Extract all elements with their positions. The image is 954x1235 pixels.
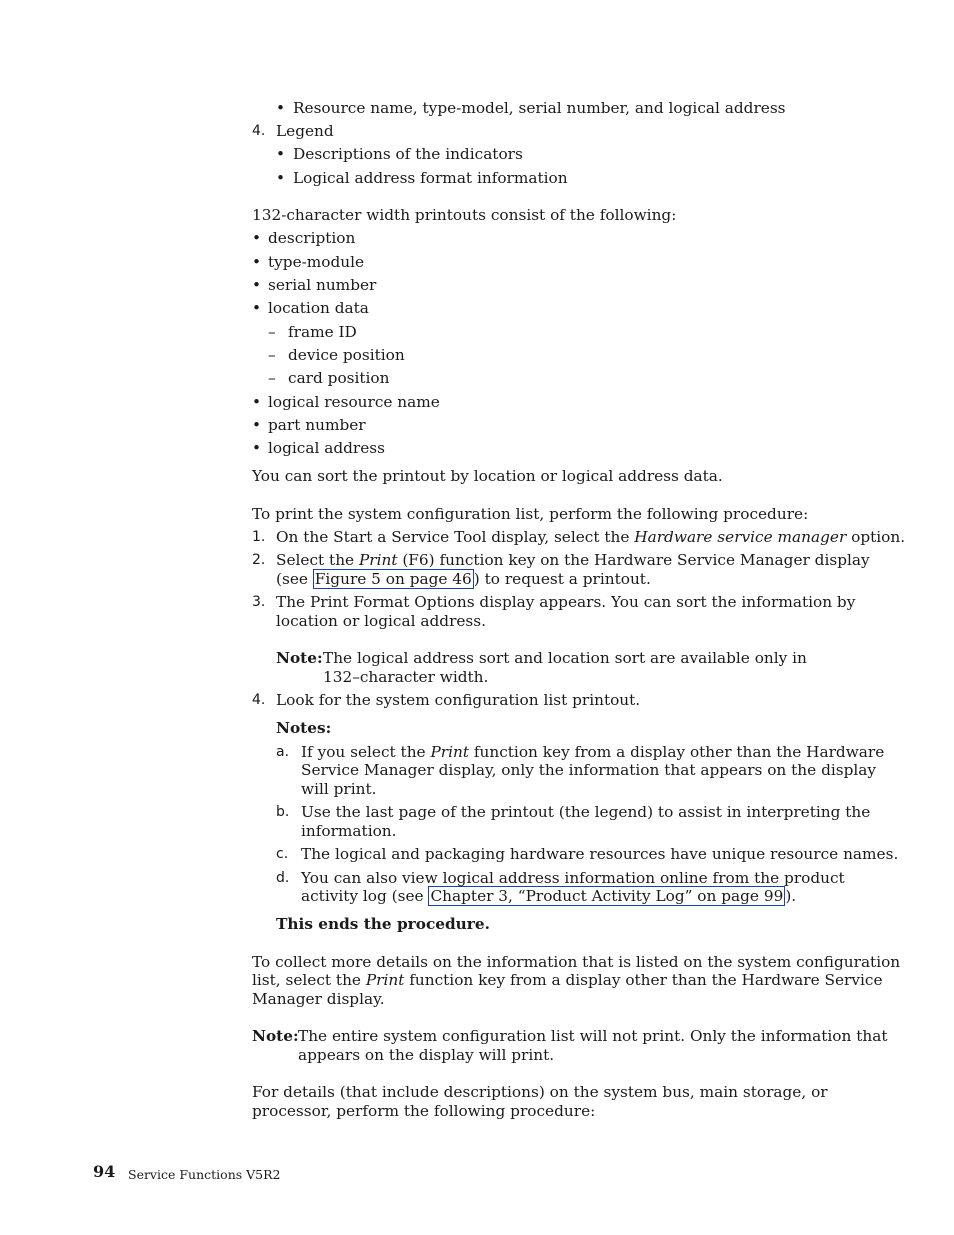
bullet: • [252,253,262,271]
note-text: The logical address sort and location sort are available only in [323,649,807,667]
details-paragraph-line3: Manager display. [252,990,385,1008]
note-b-text: Use the last page of the printout (the legend) to assist in interpreting the [301,803,871,821]
printout-bullet: logical resource name [268,393,440,411]
procedure-intro: To print the system configuration list, perform the following procedure: [252,505,809,523]
step-number: 4. [252,692,266,708]
printout-bullet: serial number [268,276,377,294]
procedure-end: This ends the procedure. [276,915,490,933]
step-4-text: Look for the system configuration list printout. [276,691,641,709]
sub-item-letter: c. [276,846,289,862]
final-paragraph: For details (that include descriptions) on the system bus, main storage, or [252,1083,828,1101]
note-d-line2: activity log (see Chapter 3, “Product Activity Log” on page 99 ). [301,887,797,905]
step-2-text: Select the Print (F6) function key on the Hardware Service Manager display [276,551,870,569]
note-c-text: The logical and packaging hardware resources have unique resource names. [301,845,899,863]
sub-item-letter: a. [276,744,290,760]
details-paragraph: To collect more details on the information that is listed on the system configuration [252,953,901,971]
bullet: • [252,229,262,247]
legend-item-label: Legend [276,122,334,140]
note-b-line2: information. [301,822,397,840]
note-a-line2: Service Manager display, only the information that appears on the display [301,761,877,779]
note-text: The entire system configuration list will not print. Only the information that [298,1027,888,1045]
sub-item-letter: b. [276,804,290,820]
legend-bullet-text: Logical address format information [293,169,568,187]
footer-title: Service Functions V5R2 [128,1167,281,1182]
page-number: 94 [93,1162,116,1181]
bullet: • [252,393,262,411]
dash: – [268,323,276,341]
step-1-text: On the Start a Service Tool display, select the Hardware service manager option. [276,528,906,546]
location-sub-item: card position [288,369,390,387]
item-number: 4. [252,123,266,139]
sub-item-letter: d. [276,870,290,886]
notes-label: Notes: [276,719,332,737]
bullet: • [276,145,286,163]
chapter-3-link[interactable]: Chapter 3, “Product Activity Log” on page 99 [430,887,784,905]
resource-bullet-text: Resource name, type-model, serial number, and logical address [293,99,786,117]
printout-bullet: description [268,229,356,247]
details-paragraph-line2: list, select the Print function key from a display other than the Hardware Service [252,971,883,989]
figure-5-link[interactable]: Figure 5 on page 46 [314,570,472,588]
bullet: • [252,416,262,434]
printout-bullet: type-module [268,253,365,271]
note-text-line2: 132–character width. [323,668,489,686]
location-sub-item: frame ID [288,323,357,341]
note-label: Note: [252,1027,299,1045]
step-number: 3. [252,594,266,610]
step-3-text-line2: location or logical address. [276,612,486,630]
sort-note: You can sort the printout by location or logical address data. [252,467,723,485]
final-paragraph-line2: processor, perform the following procedure: [252,1102,596,1120]
note-a-text: If you select the Print function key from a display other than the Hardware [301,743,885,761]
note-a-line3: will print. [301,780,377,798]
step-number: 1. [252,529,266,545]
step-3-text: The Print Format Options display appears. You can sort the information by [276,593,856,611]
note-d-text: You can also view logical address information online from the product [301,869,845,887]
location-sub-item: device position [288,346,405,364]
bullet: • [252,299,262,317]
bullet: • [276,169,286,187]
printout-bullet: part number [268,416,366,434]
printout-intro: 132-character width printouts consist of the following: [252,206,677,224]
legend-bullet-text: Descriptions of the indicators [293,145,523,163]
step-2-text-line2: (see Figure 5 on page 46 ) to request a printout. [276,570,651,588]
note-text-line2: appears on the display will print. [298,1046,555,1064]
printout-bullet: logical address [268,439,385,457]
printout-bullet: location data [268,299,369,317]
bullet: • [276,99,286,117]
dash: – [268,346,276,364]
bullet: • [252,276,262,294]
note-label: Note: [276,649,323,667]
bullet: • [252,439,262,457]
step-number: 2. [252,552,266,568]
dash: – [268,369,276,387]
